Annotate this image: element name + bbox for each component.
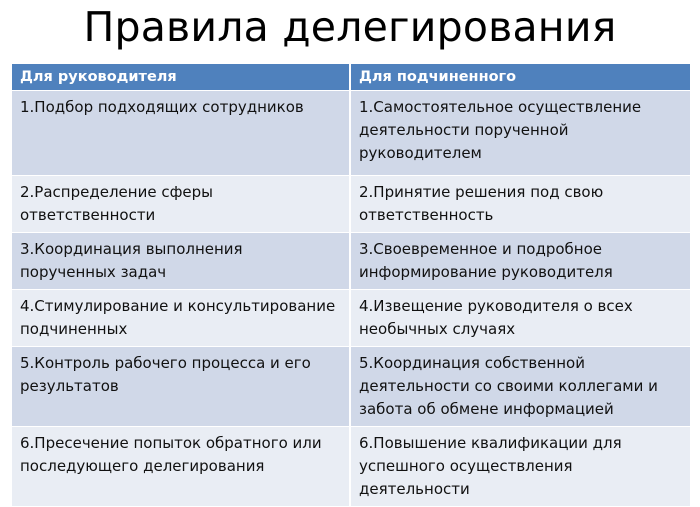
- table-row: [12, 290, 690, 347]
- table-row: [12, 427, 690, 507]
- table-header-row: [12, 64, 690, 91]
- table-row: [12, 91, 690, 176]
- table-cell-subordinate: 6.Повышение квалификации для успешного осуществления деятельности: [350, 427, 690, 507]
- page-title: Правила делегирования: [83, 3, 617, 51]
- table-cell-subordinate: 4.Извещение руководителя о всех необычных случаях: [350, 290, 690, 347]
- table-row: [12, 176, 690, 233]
- table-cell-subordinate: 1.Самостоятельное осуществление деятельности порученной руководителем: [350, 91, 690, 176]
- table-cell-manager: 5.Контроль рабочего процесса и его результатов: [12, 347, 350, 427]
- table-row: [12, 233, 690, 290]
- table-cell-manager: 3.Координация выполнения порученных задач: [12, 233, 350, 290]
- column-header-manager: Для руководителя: [12, 64, 350, 91]
- table-cell-manager: 1.Подбор подходящих сотрудников: [12, 91, 350, 176]
- column-header-subordinate: Для подчиненного: [350, 64, 690, 91]
- table-cell-subordinate: 5.Координация собственной деятельности со своими коллегами и забота об обмене информацией: [350, 347, 690, 427]
- table-cell-manager: 6.Пресечение попыток обратного или последующего делегирования: [12, 427, 350, 507]
- table-cell-manager: 2.Распределение сферы ответственности: [12, 176, 350, 233]
- table-cell-subordinate: 2.Принятие решения под свою ответственность: [350, 176, 690, 233]
- table-cell-subordinate: 3.Своевременное и подробное информирование руководителя: [350, 233, 690, 290]
- table-cell-manager: 4.Стимулирование и консультирование подчиненных: [12, 290, 350, 347]
- table-row: [12, 347, 690, 427]
- rules-table: [12, 64, 690, 506]
